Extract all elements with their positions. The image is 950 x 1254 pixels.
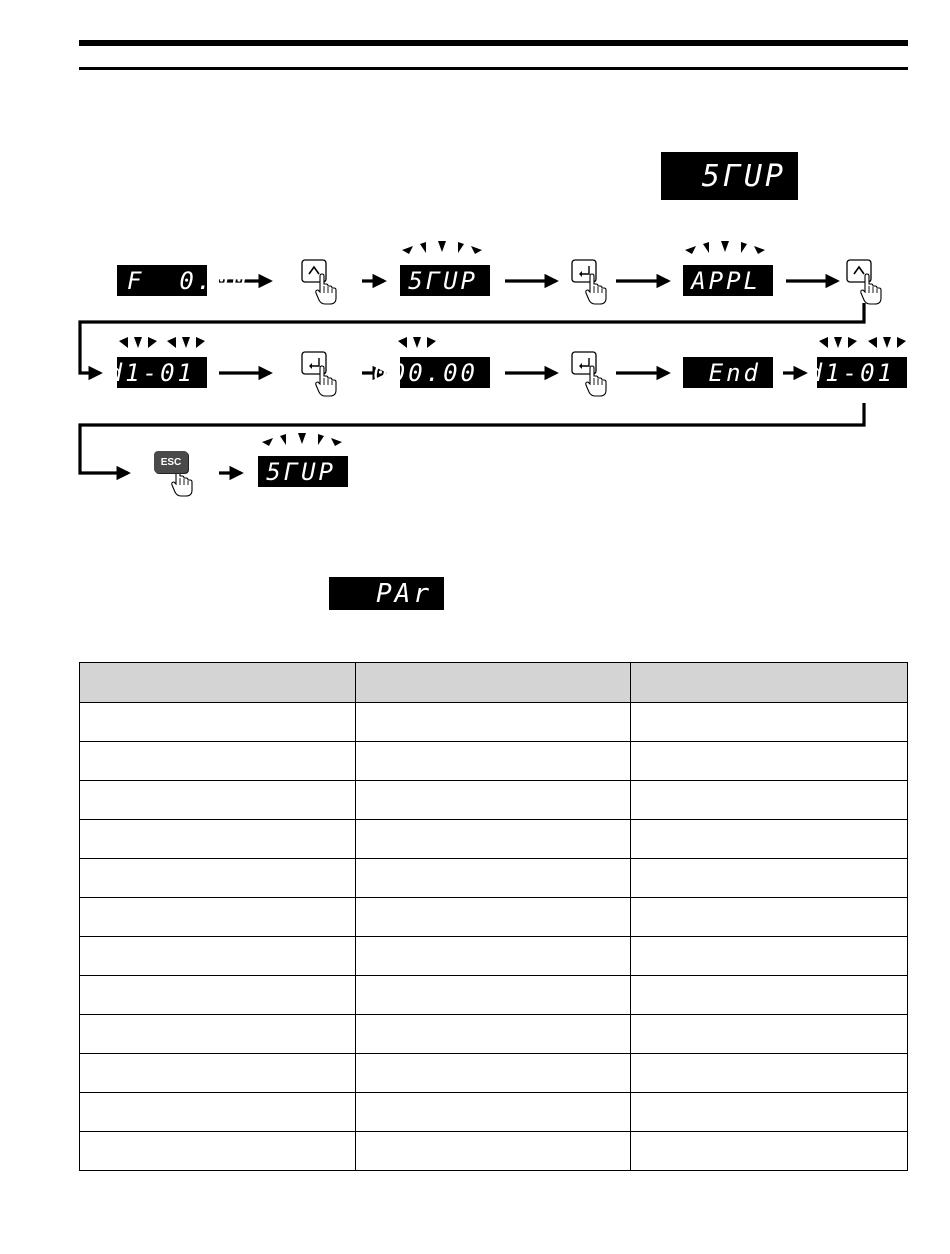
application-display: APPL: [683, 265, 773, 296]
table-row: [80, 976, 908, 1015]
end-display: End: [683, 357, 773, 388]
setup-procedure-diagram: [0, 0, 950, 520]
table-row: [80, 898, 908, 937]
table-row: [80, 937, 908, 976]
table-row: [80, 703, 908, 742]
table-header-row: [80, 663, 908, 703]
up-key-2[interactable]: [847, 260, 881, 304]
parameter-mode-display: PAr: [329, 577, 444, 610]
header-cell-1: [80, 663, 356, 703]
setup-blink-display: 5ГUP: [400, 265, 490, 296]
up-key-1[interactable]: [302, 260, 336, 304]
param-d1-01-return-display: d1-01: [817, 357, 907, 388]
table-row: [80, 859, 908, 898]
table-row: [80, 1093, 908, 1132]
table-row: [80, 1015, 908, 1054]
header-cell-2: [355, 663, 631, 703]
table-row: [80, 820, 908, 859]
value-display: 000.00: [400, 357, 490, 388]
enter-key-3[interactable]: [572, 352, 606, 396]
table-row: [80, 781, 908, 820]
freq-ref-display: F 0.00: [117, 265, 207, 296]
setup-mode-display: 5ГUP: [661, 152, 798, 200]
esc-key[interactable]: ESC: [154, 451, 188, 473]
table-row: [80, 1054, 908, 1093]
setup-return-display: 5ГUP: [258, 456, 348, 487]
table-row: [80, 742, 908, 781]
enter-key-2[interactable]: [302, 352, 336, 396]
enter-key-1[interactable]: [572, 260, 606, 304]
param-d1-01-display: d1-01: [117, 357, 207, 388]
setup-parameter-table: [79, 662, 908, 1171]
header-cell-3: [631, 663, 908, 703]
table-row: [80, 1132, 908, 1171]
